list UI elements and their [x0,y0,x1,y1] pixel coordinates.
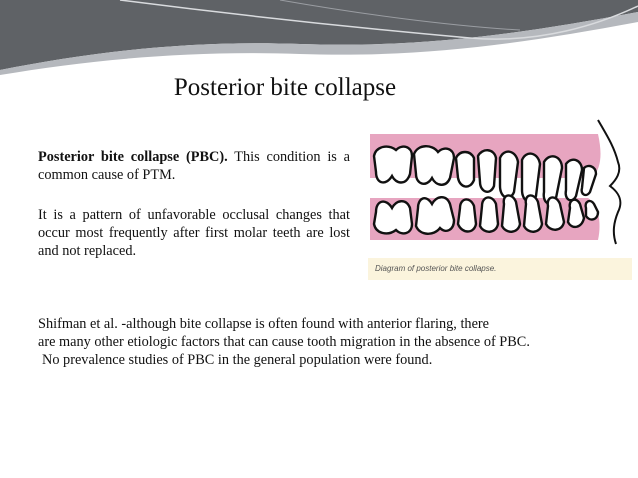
shifman-line-1: Shifman et al. -although bite collapse is often found with anterior flaring, there [38,316,490,332]
pbc-description: This condition is a common cause of PTM. [38,149,351,183]
paragraph-pbc-pattern: It is a pattern of unfavorable occlusal changes that occur most frequently after first molar teeth are lost and not replaced. [38,207,350,259]
paragraph-shifman [38,315,618,369]
paragraph-pbc-definition [38,148,350,184]
figure-caption: Diagram of posterior bite collapse. [375,264,497,273]
shifman-line-2: are many other etiologic factors that can cause tooth migration in the absence of PBC. [38,334,530,350]
header-decoration [0,0,638,75]
slide-title: Posterior bite collapse [173,74,397,101]
pbc-term: Posterior bite collapse (PBC). [38,149,228,165]
shifman-line-3: No prevalence studies of PBC in the general population were found. [42,352,433,368]
posterior-bite-collapse-diagram [366,112,632,282]
